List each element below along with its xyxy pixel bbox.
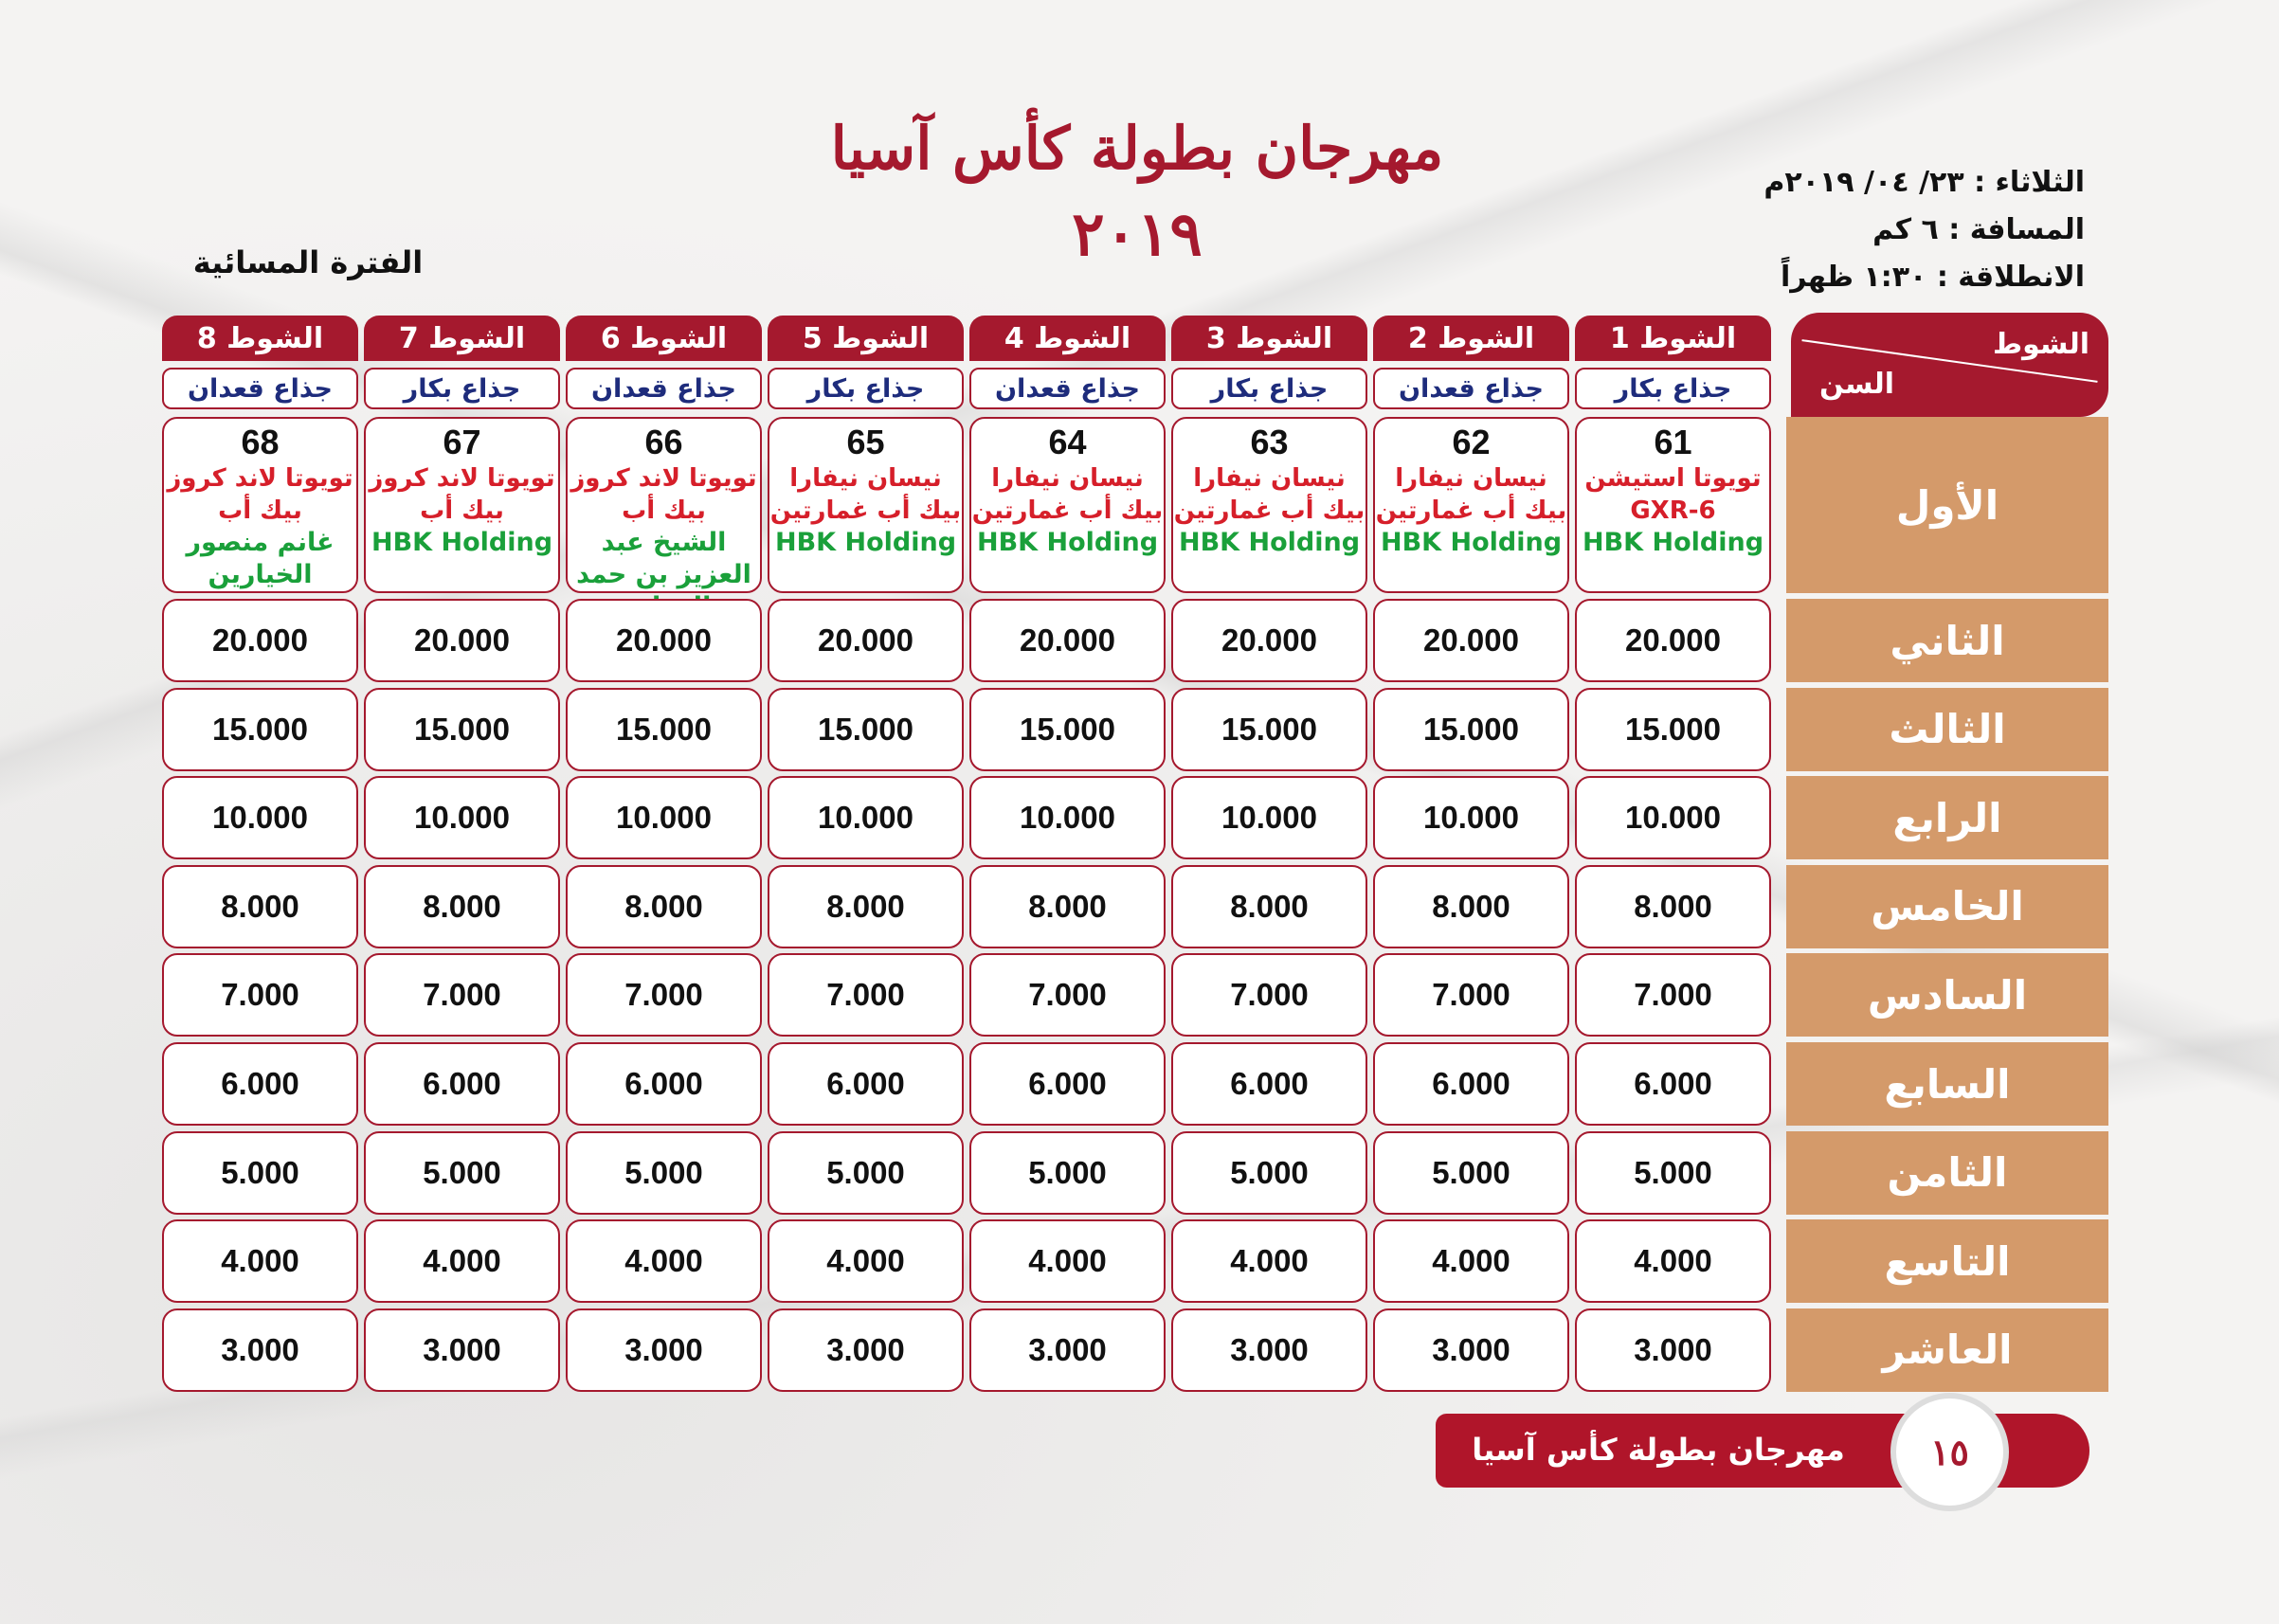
prize-value: 20.000 (1171, 599, 1367, 682)
prize-value: 10.000 (162, 776, 358, 859)
prize-value: 4.000 (162, 1219, 358, 1303)
prize-value: 10.000 (364, 776, 560, 859)
prize-value: 15.000 (162, 688, 358, 771)
prize-value: 7.000 (1373, 953, 1569, 1037)
rank-cell: السابع (1786, 1042, 2108, 1126)
car-prize: نيسان نيفارا بيك أب غمارتين (1173, 464, 1366, 525)
prize-value: 10.000 (1171, 776, 1367, 859)
first-prize-cell (566, 417, 762, 593)
prize-value: 3.000 (1171, 1308, 1367, 1392)
first-prize-cell (364, 417, 560, 593)
car-prize: تويوتا لاند كروز بيك أب (369, 464, 555, 525)
prize-value: 3.000 (566, 1308, 762, 1392)
prize-value: 6.000 (364, 1042, 560, 1126)
rank-cell: الرابع (1786, 776, 2108, 859)
prize-value: 10.000 (1373, 776, 1569, 859)
prize-owner: HBK Holding (1582, 528, 1764, 557)
first-prize-cell (1373, 417, 1569, 593)
prize-value: 8.000 (566, 865, 762, 948)
car-prize: نيسان نيفارا بيك أب غمارتين (769, 464, 962, 525)
prize-value: 3.000 (768, 1308, 964, 1392)
heat-header: الشوط 1 (1575, 316, 1771, 361)
prize-value: 7.000 (1575, 953, 1771, 1037)
heat-age-category: جذاع قعدان (162, 368, 358, 409)
prize-value: 15.000 (1373, 688, 1569, 771)
car-prize: تويوتا لاند كروز بيك أب (167, 464, 353, 525)
page-number: ١٥ (1890, 1393, 2009, 1511)
car-prize: تويوتا لاند كروز بيك أب (570, 464, 757, 525)
prize-value: 3.000 (1373, 1308, 1569, 1392)
car-number: 63 (1250, 423, 1289, 461)
prize-value: 3.000 (162, 1308, 358, 1392)
car-number: 62 (1452, 423, 1491, 461)
prize-value: 3.000 (364, 1308, 560, 1392)
prize-value: 6.000 (1171, 1042, 1367, 1126)
prize-value: 5.000 (1575, 1131, 1771, 1215)
rank-cell: الثامن (1786, 1131, 2108, 1215)
rank-cell: التاسع (1786, 1219, 2108, 1303)
heat-header: الشوط 5 (768, 316, 964, 361)
prize-value: 10.000 (566, 776, 762, 859)
prize-value: 6.000 (566, 1042, 762, 1126)
car-prize: نيسان نيفارا بيك أب غمارتين (971, 464, 1164, 525)
prize-owner: HBK Holding (976, 528, 1159, 557)
prize-value: 7.000 (969, 953, 1166, 1037)
prize-value: 8.000 (969, 865, 1166, 948)
heat-header: الشوط 6 (566, 316, 762, 361)
prize-value: 10.000 (768, 776, 964, 859)
heat-age-category: جذاع بكار (1575, 368, 1771, 409)
first-prize-cell (162, 417, 358, 593)
car-number: 64 (1048, 423, 1087, 461)
car-number: 67 (443, 423, 481, 461)
prize-value: 3.000 (969, 1308, 1166, 1392)
car-number: 61 (1654, 423, 1692, 461)
prize-owner: HBK Holding (371, 528, 553, 557)
prize-value: 7.000 (364, 953, 560, 1037)
prize-value: 7.000 (1171, 953, 1367, 1037)
prize-owner: HBK Holding (1380, 528, 1563, 557)
prize-owner: HBK Holding (1178, 528, 1361, 557)
prize-value: 8.000 (162, 865, 358, 948)
heat-header: الشوط 2 (1373, 316, 1569, 361)
prize-value: 6.000 (1575, 1042, 1771, 1126)
prize-value: 5.000 (969, 1131, 1166, 1215)
prize-value: 5.000 (162, 1131, 358, 1215)
first-prize-cell (768, 417, 964, 593)
title-year: ٢٠١٩ (1072, 199, 1203, 270)
prize-value: 4.000 (768, 1219, 964, 1303)
prize-value: 4.000 (364, 1219, 560, 1303)
heat-header: الشوط 4 (969, 316, 1166, 361)
event-distance: المسافة : ٦ كم (1872, 213, 2085, 246)
prize-value: 15.000 (566, 688, 762, 771)
prize-value: 4.000 (1171, 1219, 1367, 1303)
prize-value: 20.000 (364, 599, 560, 682)
heat-age-category: جذاع بكار (1171, 368, 1367, 409)
first-prize-cell (969, 417, 1166, 593)
prize-value: 4.000 (566, 1219, 762, 1303)
prize-value: 15.000 (1575, 688, 1771, 771)
prize-value: 7.000 (566, 953, 762, 1037)
prize-value: 8.000 (364, 865, 560, 948)
prize-value: 6.000 (162, 1042, 358, 1126)
rank-cell: الخامس (1786, 865, 2108, 948)
prize-value: 6.000 (969, 1042, 1166, 1126)
event-start-time: الانطلاقة : ١:٣٠ ظهراً (1780, 261, 2085, 294)
period-label: الفترة المسائية (192, 244, 424, 280)
prize-value: 5.000 (566, 1131, 762, 1215)
prize-value: 4.000 (969, 1219, 1166, 1303)
prize-owner: الشيخ عبد العزيز بن حمد (576, 528, 751, 589)
prize-value: 20.000 (1575, 599, 1771, 682)
corner-heat-label: الشوط (1992, 328, 2089, 361)
rank-cell: الثالث (1786, 688, 2108, 771)
car-number: 66 (644, 423, 683, 461)
prize-value: 5.000 (364, 1131, 560, 1215)
rank-cell: الأول (1786, 417, 2108, 593)
footer-title: مهرجان بطولة كأس آسيا (1472, 1432, 1845, 1468)
first-prize-cell (1575, 417, 1771, 593)
car-number: 68 (241, 423, 280, 461)
prize-value: 6.000 (1373, 1042, 1569, 1126)
rank-cell: السادس (1786, 953, 2108, 1037)
heat-header: الشوط 7 (364, 316, 560, 361)
prize-value: 20.000 (969, 599, 1166, 682)
prize-value: 15.000 (364, 688, 560, 771)
prize-value: 5.000 (1373, 1131, 1569, 1215)
car-prize: نيسان نيفارا بيك أب غمارتين (1375, 464, 1567, 525)
heat-header: الشوط 3 (1171, 316, 1367, 361)
heat-age-category: جذاع بكار (768, 368, 964, 409)
prize-owner: غانم منصور الخيارين (186, 528, 335, 589)
prize-value: 10.000 (969, 776, 1166, 859)
prize-value: 8.000 (1171, 865, 1367, 948)
first-prize-cell (1171, 417, 1367, 593)
prize-value: 15.000 (1171, 688, 1367, 771)
prize-value: 5.000 (1171, 1131, 1367, 1215)
prize-value: 15.000 (969, 688, 1166, 771)
car-number: 65 (846, 423, 885, 461)
prize-value: 6.000 (768, 1042, 964, 1126)
prize-value: 10.000 (1575, 776, 1771, 859)
corner-rank-label: السن (1819, 368, 1895, 401)
prize-value: 15.000 (768, 688, 964, 771)
prize-value: 20.000 (162, 599, 358, 682)
prize-value: 8.000 (1575, 865, 1771, 948)
prize-value: 20.000 (566, 599, 762, 682)
event-info (1764, 159, 2085, 301)
prize-value: 8.000 (768, 865, 964, 948)
heat-header: الشوط 8 (162, 316, 358, 361)
prize-value: 8.000 (1373, 865, 1569, 948)
prize-value: 20.000 (768, 599, 964, 682)
prize-value: 5.000 (768, 1131, 964, 1215)
prize-value: 7.000 (768, 953, 964, 1037)
prize-value: 3.000 (1575, 1308, 1771, 1392)
car-prize: تويوتا استيشن GXR-6 (1584, 464, 1762, 525)
prize-value: 20.000 (1373, 599, 1569, 682)
heat-age-category: جذاع قعدان (969, 368, 1166, 409)
page-title: مهرجان بطولة كأس آسيا (830, 114, 1444, 183)
heat-age-category: جذاع قعدان (1373, 368, 1569, 409)
prize-value: 4.000 (1373, 1219, 1569, 1303)
rank-cell: العاشر (1786, 1308, 2108, 1392)
rank-cell: الثاني (1786, 599, 2108, 682)
event-date: الثلاثاء : ٢٣/ ٠٤/ ٢٠١٩م (1764, 166, 2085, 199)
heat-age-category: جذاع بكار (364, 368, 560, 409)
table-corner-header (1791, 313, 2108, 417)
heat-age-category: جذاع قعدان (566, 368, 762, 409)
prize-owner: HBK Holding (774, 528, 957, 557)
prize-value: 4.000 (1575, 1219, 1771, 1303)
prize-value: 7.000 (162, 953, 358, 1037)
